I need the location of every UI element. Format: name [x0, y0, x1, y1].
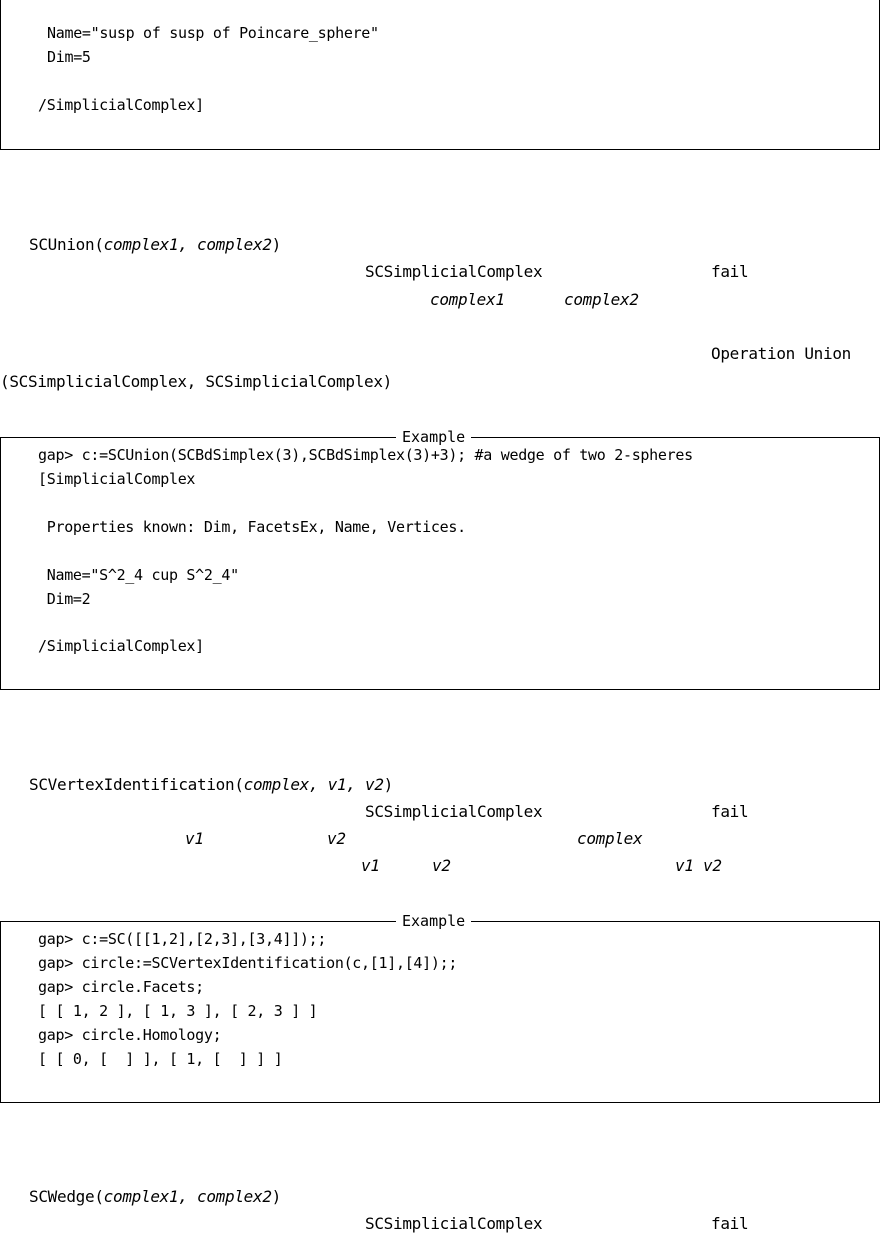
code-line: [SimplicialComplex	[38, 470, 196, 488]
function-name: SCUnion(	[29, 235, 104, 254]
example-label: Example	[396, 910, 471, 932]
example-label: Example	[396, 426, 471, 448]
example-box	[0, 428, 880, 690]
function-name: SCWedge(	[29, 1187, 104, 1206]
arg-v1: v1	[185, 829, 204, 848]
arg-complex: complex	[577, 829, 643, 848]
scvertexid-signature	[29, 774, 393, 796]
code-line: gap> c:=SC([[1,2],[2,3],[3,4]]);;	[38, 930, 327, 948]
code-line: gap> circle:=SCVertexIdentification(c,[1],[4]);;	[38, 954, 458, 972]
arg-v1-v2: v1 v2	[675, 856, 722, 875]
arg-complex1: complex1	[430, 290, 505, 309]
paren-close: )	[271, 235, 282, 254]
code-line: /SimplicialComplex]	[38, 96, 204, 114]
code-line: gap> circle.Homology;	[38, 1026, 222, 1044]
paren-close: )	[271, 1187, 282, 1206]
function-args: complex, v1, v2	[243, 775, 384, 794]
code-line: Dim=5	[47, 48, 91, 66]
code-line: [ [ 1, 2 ], [ 1, 3 ], [ 2, 3 ] ]	[38, 1002, 318, 1020]
function-args: complex1, complex2	[103, 1187, 272, 1206]
operation-name: Operation Union	[711, 344, 851, 363]
arg-v2: v2	[327, 829, 346, 848]
arg-v1: v1	[361, 856, 380, 875]
code-box-top	[0, 0, 880, 150]
code-line: Dim=2	[38, 590, 91, 608]
arg-complex2: complex2	[564, 290, 639, 309]
code-line: Properties known: Dim, FacetsEx, Name, Vertices.	[38, 518, 466, 536]
operation-args: (SCSimplicialComplex, SCSimplicialComplex)	[0, 372, 392, 391]
arg-v2: v2	[432, 856, 451, 875]
scwedge-signature	[29, 1186, 281, 1208]
function-name: SCVertexIdentification(	[29, 775, 244, 794]
code-line: Name="susp of susp of Poincare_sphere"	[47, 24, 379, 42]
returns-type: SCSimplicialComplex	[365, 802, 543, 821]
returns-type: SCSimplicialComplex	[365, 262, 543, 281]
returns-type: SCSimplicialComplex	[365, 1214, 543, 1233]
code-line: gap> c:=SCUnion(SCBdSimplex(3),SCBdSimplex(3)+3); #a wedge of two 2-spheres	[38, 446, 693, 464]
paren-close: )	[383, 775, 393, 794]
returns-fail: fail	[711, 1214, 749, 1233]
function-args: complex1, complex2	[103, 235, 272, 254]
example-box	[0, 912, 880, 1103]
scunion-signature	[29, 234, 281, 256]
code-line: [ [ 0, [ ] ], [ 1, [ ] ] ]	[38, 1050, 283, 1068]
code-line: Name="S^2_4 cup S^2_4"	[38, 566, 239, 584]
code-line: /SimplicialComplex]	[38, 637, 204, 655]
code-line: gap> circle.Facets;	[38, 978, 204, 996]
returns-fail: fail	[711, 262, 749, 281]
returns-fail: fail	[711, 802, 749, 821]
